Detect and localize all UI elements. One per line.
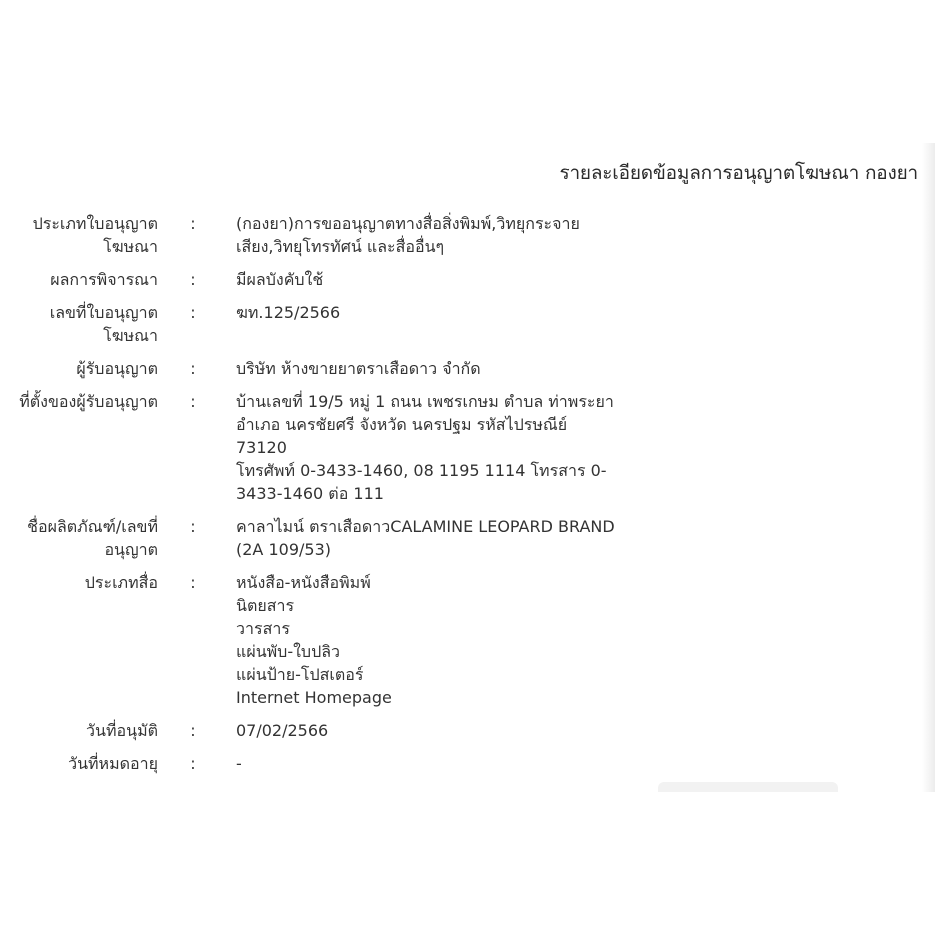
detail-row: [0, 752, 640, 775]
field-value: [226, 752, 628, 775]
field-label-line: โฆษณา: [103, 237, 158, 256]
field-value: [226, 719, 628, 742]
field-separator: :: [190, 303, 196, 322]
field-value: [226, 515, 628, 561]
field-value-line: Internet Homepage: [236, 688, 392, 707]
field-label: [0, 752, 158, 775]
field-value: [226, 268, 628, 291]
field-value-line: แผ่นพับ-ใบปลิว: [236, 642, 341, 661]
field-value: [226, 571, 628, 709]
field-separator: :: [190, 359, 196, 378]
field-separator: :: [190, 392, 196, 411]
field-value-line: คาลาไมน์ ตราเสือดาวCALAMINE LEOPARD BRAND: [236, 517, 615, 536]
field-label-line: เลขที่ใบอนุญาต: [49, 303, 158, 322]
field-separator: :: [190, 214, 196, 233]
page-title: รายละเอียดข้อมูลการอนุญาตโฆษณา กองยา: [559, 162, 918, 184]
field-label: [0, 357, 158, 380]
field-label: [0, 515, 158, 561]
field-label-line: โฆษณา: [103, 326, 158, 345]
field-label: [0, 719, 158, 742]
field-label-line: ผลการพิจารณา: [50, 270, 158, 289]
field-separator: :: [190, 517, 196, 536]
field-value-line: มีผลบังคับใช้: [236, 270, 324, 289]
field-label-line: ผู้รับอนุญาต: [76, 359, 158, 378]
field-value-line: 73120: [236, 438, 287, 457]
field-value-line: (2A 109/53): [236, 540, 331, 559]
field-value-line: อำเภอ นครชัยศรี จังหวัด นครปฐม รหัสไปรษณีย์: [236, 415, 568, 434]
field-value-line: วารสาร: [236, 619, 290, 638]
field-value-line: เสียง,วิทยุโทรทัศน์ และสื่ออื่นๆ: [236, 237, 445, 256]
field-label-line: อนุญาต: [104, 540, 158, 559]
field-label-line: ชื่อผลิตภัณฑ์/เลขที่: [27, 517, 158, 536]
detail-panel: [0, 143, 928, 792]
field-value-line: 07/02/2566: [236, 721, 329, 740]
detail-row: [0, 390, 640, 505]
field-label: [0, 268, 158, 291]
field-value-line: โทรศัพท์ 0-3433-1460, 08 1195 1114 โทรสาร 0-: [236, 461, 607, 480]
field-label-line: ประเภทสื่อ: [84, 573, 158, 592]
detail-list: [0, 212, 640, 785]
field-value: [226, 301, 628, 324]
field-value-line: หนังสือ-หนังสือพิมพ์: [236, 573, 371, 592]
field-label: [0, 301, 158, 347]
field-value-line: ฆท.125/2566: [236, 303, 341, 322]
field-label-line: ที่ตั้งของผู้รับอนุญาต: [19, 392, 158, 411]
detail-row: [0, 719, 640, 742]
field-value-line: แผ่นป้าย-โปสเตอร์: [236, 665, 364, 684]
field-label-line: ประเภทใบอนุญาต: [32, 214, 158, 233]
detail-row: [0, 357, 640, 380]
field-value-line: (กองยา)การขออนุญาตทางสื่อสิ่งพิมพ์,วิทยุกระจาย: [236, 214, 580, 233]
field-separator: :: [190, 721, 196, 740]
detail-row: [0, 571, 640, 709]
detail-row: [0, 515, 640, 561]
field-separator: :: [190, 573, 196, 592]
field-label: [0, 212, 158, 258]
field-label: [0, 571, 158, 594]
close-button[interactable]: [658, 782, 838, 792]
detail-row: [0, 268, 640, 291]
field-value-line: 3433-1460 ต่อ 111: [236, 484, 384, 503]
field-value: [226, 357, 628, 380]
detail-row: [0, 301, 640, 347]
field-label-line: วันที่อนุมัติ: [86, 721, 158, 740]
field-value-line: นิตยสาร: [236, 596, 295, 615]
detail-row: [0, 212, 640, 258]
field-label-line: วันที่หมดอายุ: [68, 754, 158, 773]
field-value: [226, 390, 628, 505]
field-separator: :: [190, 270, 196, 289]
field-value: [226, 212, 628, 258]
field-separator: :: [190, 754, 196, 773]
scrollbar-shadow: [922, 143, 935, 792]
field-value-line: บ้านเลขที่ 19/5 หมู่ 1 ถนน เพชรเกษม ตำบล ท่าพระยา: [236, 392, 614, 411]
field-value-line: บริษัท ห้างขายยาตราเสือดาว จำกัด: [236, 359, 481, 378]
field-value-line: -: [236, 754, 242, 773]
field-label: [0, 390, 158, 413]
